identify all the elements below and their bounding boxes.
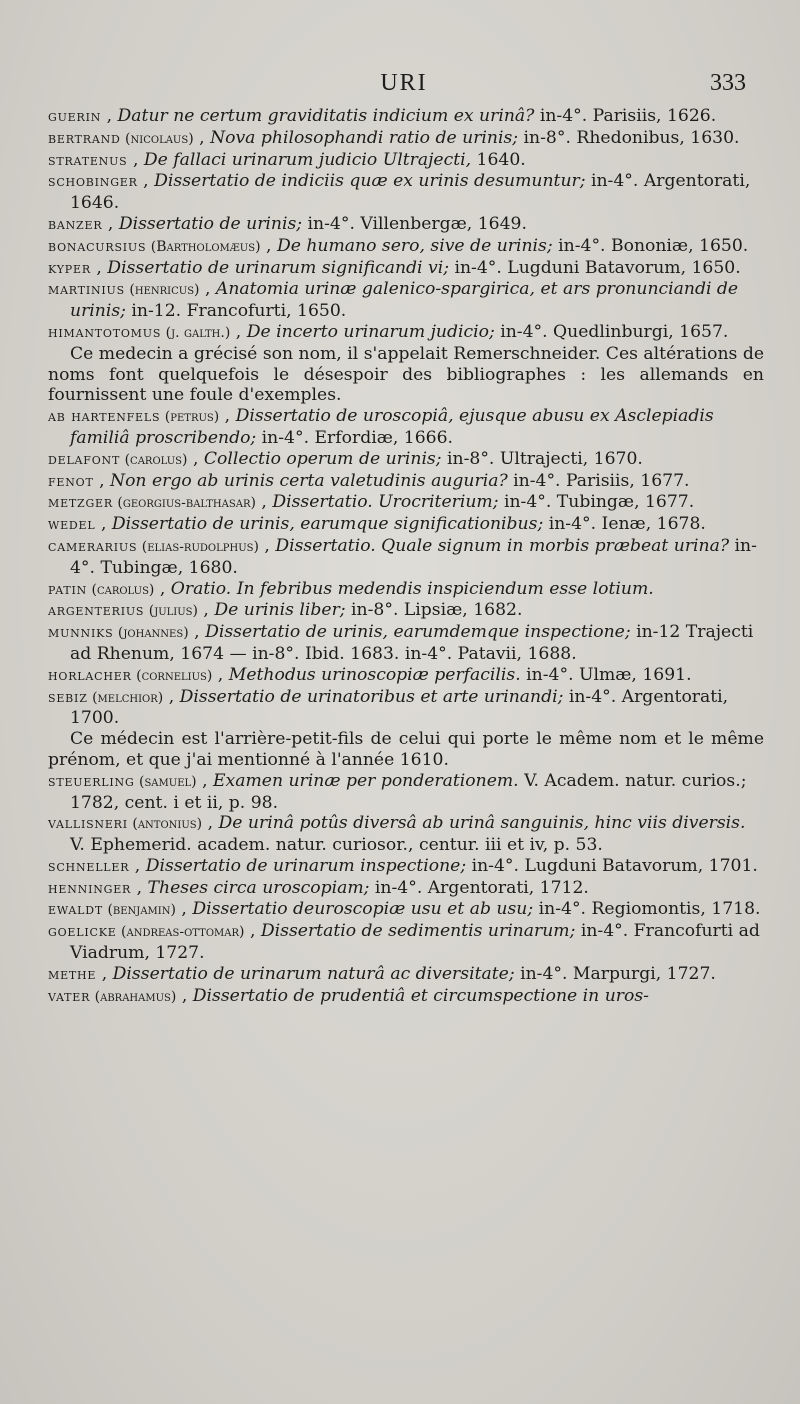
entry-author: kyper xyxy=(48,258,91,277)
entry-separator: , xyxy=(219,406,236,427)
entry-author: vallisneri xyxy=(48,814,128,833)
entry-title: Methodus urinoscopiæ perfacilis. xyxy=(228,664,521,685)
bibliography-entry xyxy=(44,899,764,921)
entry-details: in-8°. Lipsiæ, 1682. xyxy=(345,600,523,621)
entry-title: Dissertatio de uroscopiâ, ejusque abusu ex Asclepiadis familiâ proscribendo; xyxy=(70,406,714,448)
entry-title: Oratio. In febribus medendis inspiciendum esse lotium. xyxy=(170,578,654,599)
entry-separator: , xyxy=(187,448,204,469)
bibliography-entry xyxy=(44,514,764,536)
entry-title: Dissertatio de urinis; xyxy=(118,213,303,234)
entry-details: in-4°. Tubingæ, 1680. xyxy=(70,535,757,578)
entry-given-name: (carolus) xyxy=(87,581,155,598)
entry-title: Dissertatio de urinis, earumdemque inspectione; xyxy=(205,622,631,643)
entry-author: horlacher xyxy=(48,665,132,684)
bibliography-entry xyxy=(44,406,764,449)
entry-author: ewaldt xyxy=(48,900,103,919)
entry-given-name: (carolus) xyxy=(120,451,188,468)
entry-given-name: (Bartholomæus) xyxy=(146,238,261,255)
entry-details: in-4°. Argentorati, 1712. xyxy=(369,877,589,898)
entry-details: in-4°. Marpurgi, 1727. xyxy=(514,963,716,984)
entry-details: 1640. xyxy=(471,149,526,170)
entry-separator: , xyxy=(188,622,206,643)
entry-given-name: (antonius) xyxy=(127,816,203,833)
bibliography-entry xyxy=(44,279,764,322)
bibliography-entry xyxy=(44,322,764,344)
entry-separator: , xyxy=(260,235,277,256)
entry-title: Dissertatio de urinarum significandi vi; xyxy=(107,257,450,278)
bibliography-entry xyxy=(44,771,764,814)
entry-title: Dissertatio de indiciis quæ ex urinis desumuntur; xyxy=(154,171,586,192)
bibliography-entry xyxy=(44,964,764,986)
entry-author: sebiz xyxy=(48,687,88,706)
entry-title: Dissertatio deuroscopiæ usu et ab usu; xyxy=(192,899,534,920)
entry-title: Dissertatio de sedimentis urinarum; xyxy=(260,921,576,942)
bibliography-entry xyxy=(44,471,764,493)
entry-given-name: (cornelius) xyxy=(131,667,213,684)
bibliography-entry xyxy=(44,214,764,236)
entry-separator: , xyxy=(197,600,215,621)
entry-details: in-4°. Argentorati, 1700. xyxy=(70,686,729,729)
entry-title: Examen urinæ per ponderationem. xyxy=(213,770,519,791)
entry-author: wedel xyxy=(48,515,96,534)
bibliography-entry xyxy=(44,236,764,258)
editor-note: Ce medecin a grécisé son nom, il s'appelait Remerschneider. Ces altérations de noms font quelquefois le désespoir des bibliographes : les allemands en fournissent une foule d'exemples. xyxy=(48,343,764,406)
entry-title: De urinâ potûs diversâ ab urinâ sanguinis, hinc viis diversis. xyxy=(218,813,746,834)
entry-given-name: (georgius-balthasar) xyxy=(112,495,256,512)
bibliography-entry xyxy=(44,258,764,280)
entry-title: Non ergo ab urinis certa valetudinis auguria? xyxy=(110,470,508,491)
entry-title: Dissertatio de urinis, earumque significationibus; xyxy=(111,514,544,535)
entry-given-name: (nicolaus) xyxy=(120,130,194,147)
entry-title: Dissertatio. Quale signum in morbis præbeat urina? xyxy=(275,535,730,556)
entry-author: ab hartenfels xyxy=(48,407,161,426)
bibliography-entry xyxy=(44,687,764,730)
entry-given-name: (julius) xyxy=(144,603,198,620)
entry-separator: , xyxy=(95,514,112,535)
entry-author: bonacursius xyxy=(48,236,147,255)
entry-details: in-4°. Erfordiæ, 1666. xyxy=(256,427,453,448)
entry-separator: , xyxy=(258,535,276,556)
entry-author: bertrand xyxy=(48,128,121,147)
entry-separator: , xyxy=(175,899,193,920)
bibliography-list xyxy=(44,106,764,1007)
entry-details: in-4°. Bononiæ, 1650. xyxy=(552,235,749,256)
bibliography-entry xyxy=(44,921,764,964)
entry-title: Dissertatio de prudentiâ et circumspectione in uros- xyxy=(192,985,649,1006)
entry-separator: , xyxy=(202,813,219,834)
bibliography-entry xyxy=(44,856,764,878)
entry-author: guerin xyxy=(48,107,102,125)
entry-given-name: (melchior) xyxy=(87,689,164,706)
entry-details: in-4°. Tubingæ, 1677. xyxy=(498,492,695,513)
entry-author: martinius xyxy=(48,280,125,299)
entry-title: De incerto urinarum judicio; xyxy=(246,321,495,342)
entry-separator: , xyxy=(244,921,261,942)
entry-details: V. Ephemerid. academ. natur. curiosor., centur. iii et iv, p. 53. xyxy=(70,835,603,856)
entry-author: patin xyxy=(48,579,88,598)
entry-author: goelicke xyxy=(48,922,117,941)
entry-separator: , xyxy=(199,279,216,300)
bibliography-entry xyxy=(44,106,764,128)
entry-separator: , xyxy=(96,963,113,984)
entry-author: himantotomus xyxy=(48,322,162,341)
entry-title: Dissertatio. Urocriterium; xyxy=(272,492,499,513)
bibliography-entry xyxy=(44,171,764,214)
entry-separator: , xyxy=(176,985,193,1006)
entry-author: steuerling xyxy=(48,771,135,790)
entry-title: Anatomia urinæ galenico-spargirica, et ars pronunciandi de urinis; xyxy=(70,279,739,322)
entry-separator: , xyxy=(102,213,119,234)
entry-given-name: (elias-rudolphus) xyxy=(137,538,259,555)
entry-title: Theses circa uroscopiam; xyxy=(147,877,370,898)
bibliography-entry xyxy=(44,986,764,1008)
entry-author: camerarius xyxy=(48,536,138,555)
entry-title: Collectio operum de urinis; xyxy=(203,448,442,469)
entry-details: in-12 Trajecti ad Rhenum, 1674 — in-8°. Ibid. 1683. in-4°. Patavii, 1688. xyxy=(70,622,754,664)
entry-separator: , xyxy=(193,127,211,148)
entry-author: henninger xyxy=(48,878,132,897)
entry-author: schobinger xyxy=(48,172,138,191)
entry-given-name: (andreas-ottomar) xyxy=(116,924,245,941)
entry-details: V. Academ. natur. curios.; 1782, cent. i et ii, p. 98. xyxy=(70,770,747,813)
bibliography-entry xyxy=(44,536,764,579)
entry-details: in-4°. Quedlinburgi, 1657. xyxy=(494,321,729,342)
running-title: URI xyxy=(380,70,428,96)
bibliography-entry xyxy=(44,665,764,687)
entry-author: schneller xyxy=(48,856,130,875)
entry-given-name: (henricus) xyxy=(124,282,200,299)
bibliography-entry xyxy=(44,492,764,514)
entry-given-name: (samuel) xyxy=(134,773,197,790)
entry-author: banzer xyxy=(48,214,103,233)
entry-author: metzger xyxy=(48,493,113,512)
entry-author: fenot xyxy=(48,471,94,490)
entry-separator: , xyxy=(127,149,144,170)
entry-title: Dissertatio de urinarum inspectione; xyxy=(145,855,467,876)
entry-details: in-4°. Lugduni Batavorum, 1650. xyxy=(449,257,741,278)
entry-details: in-4°. Lugduni Batavorum, 1701. xyxy=(466,855,758,876)
entry-given-name: (benjamin) xyxy=(103,902,176,919)
entry-separator: , xyxy=(230,321,247,342)
bibliography-entry xyxy=(44,449,764,471)
entry-title: Datur ne certum graviditatis indicium ex urinâ? xyxy=(117,106,535,126)
entry-details: in-4°. Parisiis, 1677. xyxy=(507,470,690,491)
entry-separator: , xyxy=(154,578,171,599)
entry-separator: , xyxy=(212,664,229,685)
bibliography-entry xyxy=(44,150,764,172)
entry-separator: , xyxy=(90,257,108,278)
entry-details: in-4°. Villenbergæ, 1649. xyxy=(302,213,527,234)
entry-given-name: (abrahamus) xyxy=(90,988,177,1005)
entry-author: munniks xyxy=(48,623,114,642)
entry-given-name: (johannes) xyxy=(113,625,189,642)
entry-details: in-8°. Ultrajecti, 1670. xyxy=(441,448,643,469)
entry-given-name: (j. galth.) xyxy=(161,324,231,341)
page-number: 333 xyxy=(710,70,746,96)
entry-details: in-4°. Ulmæ, 1691. xyxy=(520,664,692,685)
entry-author: delafont xyxy=(48,449,121,468)
entry-title: Dissertatio de urinatoribus et arte urinandi; xyxy=(179,686,564,707)
entry-details: in-8°. Rhedonibus, 1630. xyxy=(518,127,740,148)
bibliography-entry xyxy=(44,579,764,601)
bibliography-entry xyxy=(44,813,764,856)
entry-author: stratenus xyxy=(48,150,128,169)
entry-title: De urinis liber; xyxy=(214,600,346,621)
entry-details: in-4°. Regiomontis, 1718. xyxy=(533,899,761,920)
entry-given-name: (petrus) xyxy=(160,409,220,426)
entry-title: De fallaci urinarum judicio Ultrajecti, xyxy=(143,149,472,170)
entry-author: vater xyxy=(48,986,91,1005)
entry-author: argenterius xyxy=(48,601,145,620)
entry-title: Dissertatio de urinarum naturâ ac diversitate; xyxy=(112,963,515,984)
bibliography-entry xyxy=(44,128,764,150)
entry-details: in-12. Francofurti, 1650. xyxy=(125,301,347,322)
bibliography-entry xyxy=(44,600,764,622)
bibliography-entry xyxy=(44,622,764,665)
entry-separator: , xyxy=(137,171,155,192)
entry-details: in-4°. Ienæ, 1678. xyxy=(543,514,706,535)
entry-separator: , xyxy=(196,770,213,791)
running-head xyxy=(44,66,764,106)
entry-details: in-4°. Parisiis, 1626. xyxy=(534,106,717,126)
entry-separator: , xyxy=(129,855,146,876)
entry-author: methe xyxy=(48,964,97,983)
entry-separator: , xyxy=(163,686,180,707)
entry-separator: , xyxy=(93,470,111,491)
entry-details: in-4°. Francofurti ad Viadrum, 1727. xyxy=(70,921,760,964)
editor-note: Ce médecin est l'arrière-petit-fils de celui qui porte le même nom et le même prénom, et que j'ai mentionné à l'année 1610. xyxy=(48,729,764,770)
entry-title: Nova philosophandi ratio de urinis; xyxy=(210,127,519,148)
entry-separator: , xyxy=(255,492,273,513)
entry-separator: , xyxy=(131,877,148,898)
entry-title: De humano sero, sive de urinis; xyxy=(276,235,553,256)
bibliography-entry xyxy=(44,878,764,900)
entry-details: in-4°. Argentorati, 1646. xyxy=(70,171,751,214)
entry-separator: , xyxy=(101,106,118,126)
